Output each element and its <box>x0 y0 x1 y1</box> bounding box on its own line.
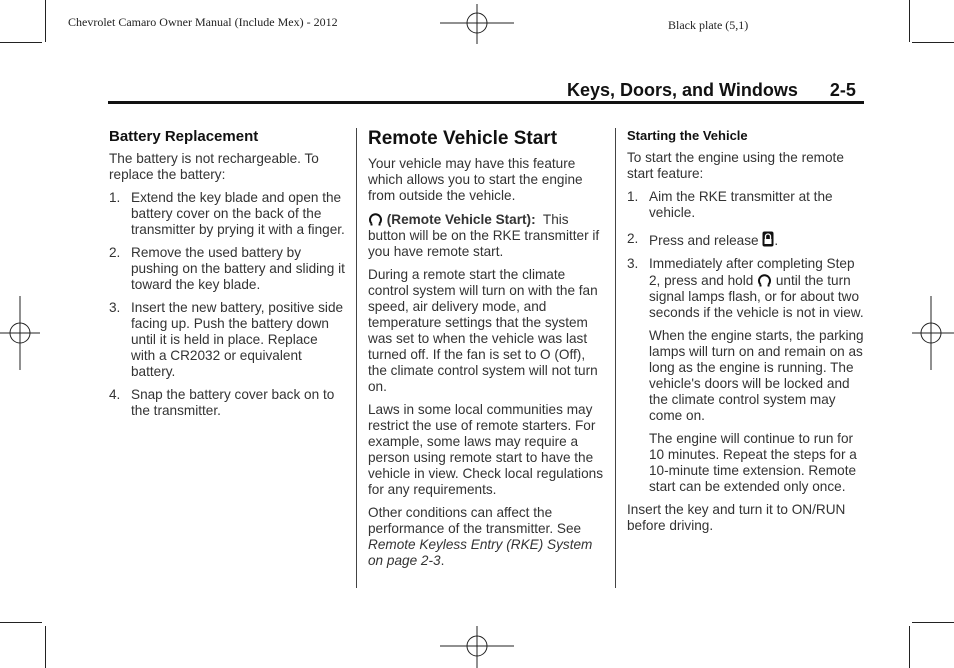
page-number: 2-5 <box>829 80 856 100</box>
starting-final: Insert the key and turn it to ON/RUN before driving. <box>627 502 846 533</box>
remote-start-icon <box>757 272 772 287</box>
remote-start-other: Other conditions can affect the performance of the transmitter. See Remote Keyless Entry (RKE) System on page 2-3. <box>368 505 593 568</box>
crop-mark <box>912 622 954 623</box>
list-item: 2. Press and release . <box>627 231 779 248</box>
crop-mark <box>912 42 954 43</box>
list-item: 2. Remove the used battery by pushing on the battery and sliding it toward the key blade. <box>109 245 345 292</box>
remote-start-title: Remote Vehicle Start <box>368 128 558 149</box>
remote-start-laws: Laws in some local communities may restrict the use of remote starters. For example, some laws may require a person using remote start to have the vehicle in view. Check local regulations for any requirements. <box>368 402 603 497</box>
crop-mark <box>45 0 46 42</box>
section-title: Keys, Doors, and Windows <box>567 80 798 100</box>
starting-heading: Starting the Vehicle <box>627 128 748 143</box>
starting-section <box>627 128 867 541</box>
registration-mark-icon <box>912 296 954 370</box>
starting-intro: To start the engine using the remote start feature: <box>627 150 844 181</box>
registration-mark-icon <box>440 4 514 44</box>
remote-start-button-label: (Remote Vehicle Start): <box>386 212 536 227</box>
header-rule <box>108 101 864 104</box>
list-item: 1. Aim the RKE transmitter at the vehicle. <box>627 189 833 220</box>
list-item: 4. Snap the battery cover back on to the transmitter. <box>109 387 335 418</box>
remote-start-button-desc: (Remote Vehicle Start): This button will be on the RKE transmitter if you have remote start. <box>368 212 600 259</box>
lock-icon <box>762 231 774 247</box>
column-divider <box>615 128 616 588</box>
registration-mark-icon <box>0 296 40 370</box>
list-item: 3. Insert the new battery, positive side facing up. Push the battery down until it is held in place. Replace with a CR2032 or equivalent battery. <box>109 300 344 379</box>
remote-start-section <box>368 128 606 576</box>
section-header <box>567 80 856 101</box>
crop-mark <box>45 626 46 668</box>
remote-start-icon <box>368 211 383 226</box>
remote-start-climate: During a remote start the climate control system will turn on with the fan speed, air delivery mode, and temperature settings that the system was set to when the vehicle was last turned off. If the fan is set to O (Off), the climate control system will not turn on. <box>368 267 598 394</box>
crop-mark <box>0 622 42 623</box>
list-item: 3. Immediately after completing Step 2, press and hold until the turn signal lamps flash, or for about two seconds if the vehicle is not in view. <box>627 256 864 320</box>
crop-mark <box>909 626 910 668</box>
battery-section <box>109 128 345 426</box>
starting-note: When the engine starts, the parking lamps will turn on and remain on as long as the engine is running. The vehicle's doors will be locked and the climate control system may come on. <box>649 328 864 423</box>
battery-intro: The battery is not rechargeable. To replace the battery: <box>109 151 319 182</box>
crop-mark <box>909 0 910 42</box>
battery-heading: Battery Replacement <box>109 128 259 145</box>
starting-note: The engine will continue to run for 10 minutes. Repeat the steps for a 10-minute time extension. Remote start can be extended only once. <box>649 431 857 494</box>
column-divider <box>356 128 357 588</box>
rke-reference-link[interactable]: Remote Keyless Entry (RKE) System on page 2-3 <box>368 537 593 568</box>
plate-label: Black plate (5,1) <box>668 18 749 32</box>
remote-start-intro: Your vehicle may have this feature which allows you to start the engine from outside the vehicle. <box>368 156 583 203</box>
manual-title: Chevrolet Camaro Owner Manual (Include Mex) - 2012 <box>68 15 338 29</box>
crop-mark <box>0 42 42 43</box>
list-item: 1. Extend the key blade and open the battery cover on the back of the transmitter by prying it with a finger. <box>109 190 345 237</box>
registration-mark-icon <box>440 626 514 668</box>
